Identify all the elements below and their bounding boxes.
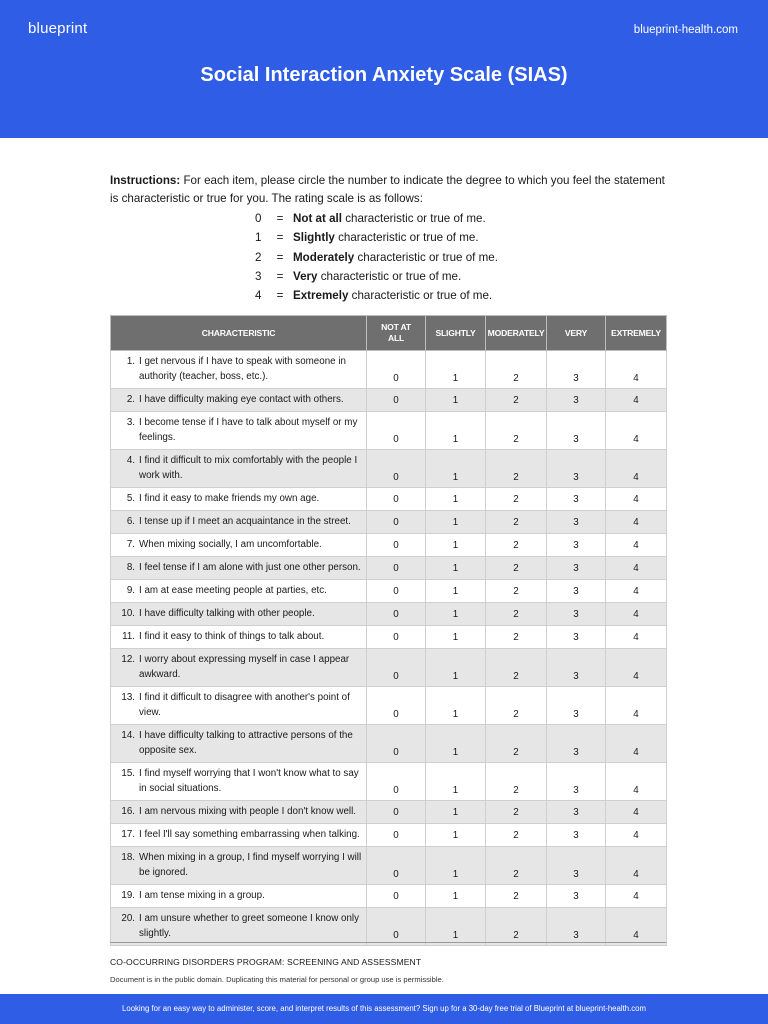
item-number: 2. [126, 394, 135, 405]
item-text: I have difficulty talking with other people. [139, 608, 315, 619]
item-number: 16. [121, 806, 135, 817]
promo-footer[interactable] [0, 994, 768, 1024]
rating-option[interactable]: 4 [606, 847, 667, 885]
rating-option[interactable]: 4 [606, 626, 667, 649]
table-row [111, 351, 667, 389]
rating-option[interactable]: 4 [606, 801, 667, 824]
rating-option[interactable]: 2 [486, 412, 547, 450]
table-row [111, 603, 667, 626]
scale-equals: = [276, 212, 284, 225]
scale-row [255, 209, 498, 228]
header-not-at-all: NOT AT ALL [367, 316, 426, 351]
rating-option[interactable]: 3 [547, 908, 606, 946]
rating-option[interactable]: 0 [367, 389, 426, 412]
rating-option[interactable]: 1 [426, 847, 486, 885]
rating-option[interactable]: 4 [606, 351, 667, 389]
rating-option[interactable]: 4 [606, 908, 667, 946]
footer-divider [110, 942, 666, 943]
rating-option[interactable]: 4 [606, 389, 667, 412]
statement-cell [111, 488, 367, 511]
item-text: I find it difficult to disagree with another's point of view. [139, 692, 350, 718]
rating-option[interactable]: 0 [367, 603, 426, 626]
rating-option[interactable]: 1 [426, 488, 486, 511]
sias-table [110, 315, 667, 946]
rating-option[interactable]: 2 [486, 488, 547, 511]
rating-option[interactable]: 2 [486, 511, 547, 534]
item-number: 11. [122, 631, 135, 642]
rating-option[interactable]: 1 [426, 389, 486, 412]
scale-number: 1 [255, 231, 262, 245]
item-text: I feel I'll say something embarrassing when talking. [139, 829, 360, 840]
item-number: 8. [126, 562, 135, 573]
scale-row [255, 248, 498, 267]
scale-level: Very [293, 269, 318, 283]
rating-option[interactable]: 4 [606, 649, 667, 687]
scale-equals: = [276, 269, 284, 283]
scale-description: characteristic or true of me. [338, 231, 479, 245]
rating-option[interactable]: 1 [426, 885, 486, 908]
rating-option[interactable]: 1 [426, 603, 486, 626]
rating-option[interactable]: 3 [547, 511, 606, 534]
scale-row [255, 228, 498, 247]
item-number: 7. [126, 539, 135, 550]
scale-level: Extremely [293, 289, 349, 303]
table-row [111, 908, 667, 946]
rating-option[interactable]: 1 [426, 351, 486, 389]
rating-option[interactable]: 0 [367, 412, 426, 450]
item-text: When mixing in a group, I find myself worrying I will be ignored. [139, 852, 362, 878]
item-text: I feel tense if I am alone with just one other person. [139, 562, 361, 573]
table-row [111, 847, 667, 885]
item-text: I find it easy to think of things to talk about. [139, 631, 325, 642]
scale-number: 2 [255, 250, 262, 264]
statement-cell [111, 801, 367, 824]
promo-text[interactable]: Looking for an easy way to administer, score, and interpret results of this assessment? Sign up for a 30-day free trial of Blueprint at blueprint-health.com [122, 1004, 646, 1013]
rating-option[interactable]: 2 [486, 801, 547, 824]
rating-option[interactable]: 3 [547, 603, 606, 626]
table-row [111, 687, 667, 725]
item-number: 9. [126, 585, 135, 596]
rating-option[interactable]: 2 [486, 763, 547, 801]
item-text: I become tense if I have to talk about myself or my feelings. [139, 417, 358, 443]
rating-option[interactable]: 3 [547, 389, 606, 412]
statement-cell [111, 847, 367, 885]
table-row [111, 488, 667, 511]
rating-option[interactable]: 2 [486, 847, 547, 885]
scale-row [255, 267, 498, 286]
statement-cell [111, 885, 367, 908]
rating-option[interactable]: 4 [606, 412, 667, 450]
rating-option[interactable]: 4 [606, 603, 667, 626]
table-row [111, 626, 667, 649]
statement-cell [111, 557, 367, 580]
table-row [111, 885, 667, 908]
rating-option[interactable]: 0 [367, 534, 426, 557]
rating-option[interactable]: 4 [606, 725, 667, 763]
header-characteristic: CHARACTERISTIC [111, 316, 367, 351]
rating-option[interactable]: 2 [486, 534, 547, 557]
header-extremely: EXTREMELY [606, 316, 667, 351]
rating-option[interactable]: 0 [367, 847, 426, 885]
item-number: 6. [126, 516, 135, 527]
scale-level: Not at all [293, 212, 342, 225]
rating-option[interactable]: 3 [547, 557, 606, 580]
statement-cell [111, 824, 367, 847]
table-row [111, 534, 667, 557]
item-text: I am tense mixing in a group. [139, 890, 265, 901]
header-very: VERY [547, 316, 606, 351]
rating-option[interactable]: 0 [367, 763, 426, 801]
item-number: 17. [121, 829, 135, 840]
item-number: 5. [126, 493, 135, 504]
rating-option[interactable]: 1 [426, 824, 486, 847]
rating-option[interactable]: 0 [367, 511, 426, 534]
statement-cell [111, 687, 367, 725]
instructions [110, 172, 670, 207]
item-text: I find it difficult to mix comfortably with the people I work with. [139, 455, 358, 481]
statement-cell [111, 389, 367, 412]
item-number: 13. [121, 692, 135, 703]
rating-option[interactable]: 2 [486, 725, 547, 763]
item-number: 20. [121, 913, 135, 924]
rating-option[interactable]: 4 [606, 763, 667, 801]
rating-option[interactable]: 1 [426, 580, 486, 603]
table-header-row [111, 316, 667, 351]
item-text: I tense up if I meet an acquaintance in the street. [139, 516, 351, 527]
scale-level: Slightly [293, 231, 335, 245]
rating-option[interactable]: 4 [606, 450, 667, 488]
header-moderately: MODERATELY [486, 316, 547, 351]
rating-option[interactable]: 3 [547, 763, 606, 801]
rating-option[interactable]: 3 [547, 626, 606, 649]
scale-equals: = [276, 289, 284, 303]
table-body [111, 351, 667, 946]
statement-cell [111, 908, 367, 946]
item-text: I find it easy to make friends my own age. [139, 493, 320, 504]
instructions-text: For each item, please circle the number to indicate the degree to which you feel the statement is characteristic or true for you. The rating scale is as follows: [110, 174, 665, 205]
rating-option[interactable]: 3 [547, 534, 606, 557]
rating-option[interactable]: 0 [367, 908, 426, 946]
scale-number: 3 [255, 269, 262, 283]
program-label: CO-OCCURRING DISORDERS PROGRAM: SCREENING AND ASSESSMENT [110, 957, 422, 967]
rating-option[interactable]: 0 [367, 801, 426, 824]
statement-cell [111, 450, 367, 488]
item-number: 10. [121, 608, 135, 619]
rating-option[interactable]: 3 [547, 725, 606, 763]
rating-option[interactable]: 2 [486, 450, 547, 488]
statement-cell [111, 649, 367, 687]
scale-row [255, 286, 498, 305]
rating-option[interactable]: 0 [367, 725, 426, 763]
rating-option[interactable]: 4 [606, 511, 667, 534]
rating-option[interactable]: 0 [367, 824, 426, 847]
item-text: I am unsure whether to greet someone I know only slightly. [139, 913, 360, 939]
rating-option[interactable]: 2 [486, 649, 547, 687]
rating-option[interactable]: 1 [426, 534, 486, 557]
page-title: Social Interaction Anxiety Scale (SIAS) [200, 64, 568, 86]
rating-option[interactable]: 3 [547, 847, 606, 885]
scale-equals: = [276, 231, 284, 245]
rating-scale [255, 209, 498, 305]
scale-number: 4 [255, 289, 262, 303]
item-number: 19. [121, 890, 135, 901]
rating-option[interactable]: 0 [367, 885, 426, 908]
statement-cell [111, 603, 367, 626]
rating-option[interactable]: 1 [426, 725, 486, 763]
table-row [111, 580, 667, 603]
table-row [111, 824, 667, 847]
blueprint-logo[interactable]: blueprint [28, 20, 88, 37]
scale-equals: = [276, 250, 284, 264]
item-number: 1. [126, 356, 135, 367]
rating-option[interactable]: 0 [367, 488, 426, 511]
rating-option[interactable]: 2 [486, 580, 547, 603]
rating-option[interactable]: 3 [547, 580, 606, 603]
table-row [111, 450, 667, 488]
item-text: I worry about expressing myself in case I appear awkward. [139, 654, 350, 680]
header-slightly: SLIGHTLY [426, 316, 486, 351]
table-row [111, 725, 667, 763]
item-text: I have difficulty making eye contact with others. [139, 394, 344, 405]
rating-option[interactable]: 1 [426, 763, 486, 801]
rating-option[interactable]: 4 [606, 534, 667, 557]
rating-option[interactable]: 1 [426, 649, 486, 687]
rating-option[interactable]: 3 [547, 412, 606, 450]
rating-option[interactable]: 1 [426, 908, 486, 946]
item-text: I get nervous if I have to speak with someone in authority (teacher, boss, etc.). [139, 356, 346, 382]
rating-option[interactable]: 0 [367, 351, 426, 389]
rating-option[interactable]: 0 [367, 687, 426, 725]
rating-option[interactable]: 4 [606, 687, 667, 725]
rating-option[interactable]: 3 [547, 824, 606, 847]
statement-cell [111, 511, 367, 534]
page-header [0, 0, 768, 138]
rating-option[interactable]: 3 [547, 885, 606, 908]
table-row [111, 801, 667, 824]
rating-option[interactable]: 4 [606, 580, 667, 603]
statement-cell [111, 580, 367, 603]
item-number: 12. [121, 654, 135, 665]
item-number: 4. [126, 455, 135, 466]
scale-description: characteristic or true of me. [351, 289, 493, 303]
item-text: I have difficulty talking to attractive persons of the opposite sex. [139, 730, 353, 756]
rating-option[interactable]: 2 [486, 885, 547, 908]
rating-option[interactable]: 4 [606, 488, 667, 511]
rating-option[interactable]: 4 [606, 557, 667, 580]
rating-option[interactable]: 3 [547, 801, 606, 824]
table-row [111, 557, 667, 580]
table-row [111, 511, 667, 534]
rating-option[interactable]: 3 [547, 649, 606, 687]
statement-cell [111, 412, 367, 450]
rating-option[interactable]: 1 [426, 557, 486, 580]
table-row [111, 649, 667, 687]
rating-option[interactable]: 3 [547, 450, 606, 488]
rating-option[interactable]: 2 [486, 603, 547, 626]
item-number: 3. [126, 417, 135, 428]
statement-cell [111, 725, 367, 763]
statement-cell [111, 763, 367, 801]
table-row [111, 763, 667, 801]
rating-option[interactable]: 3 [547, 687, 606, 725]
statement-cell [111, 351, 367, 389]
site-link[interactable]: blueprint-health.com [633, 24, 738, 36]
rating-option[interactable]: 3 [547, 488, 606, 511]
rating-option[interactable]: 2 [486, 626, 547, 649]
instructions-label: Instructions: [110, 174, 181, 187]
rating-option[interactable]: 1 [426, 687, 486, 725]
rating-option[interactable]: 4 [606, 885, 667, 908]
item-number: 15. [121, 768, 135, 779]
rating-option[interactable]: 1 [426, 626, 486, 649]
rating-option[interactable]: 2 [486, 824, 547, 847]
rating-option[interactable]: 2 [486, 908, 547, 946]
statement-cell [111, 534, 367, 557]
item-text: When mixing socially, I am uncomfortable. [139, 539, 322, 550]
item-text: I am at ease meeting people at parties, etc. [139, 585, 327, 596]
rating-option[interactable]: 2 [486, 389, 547, 412]
rating-option[interactable]: 2 [486, 557, 547, 580]
rating-option[interactable]: 2 [486, 351, 547, 389]
rating-option[interactable]: 0 [367, 450, 426, 488]
statement-cell [111, 626, 367, 649]
rating-option[interactable]: 4 [606, 824, 667, 847]
table-row [111, 389, 667, 412]
item-number: 14. [121, 730, 135, 741]
scale-level: Moderately [293, 250, 355, 264]
rating-option[interactable]: 1 [426, 450, 486, 488]
disclaimer: Document is in the public domain. Duplicating this material for personal or group use is permissible. [110, 975, 444, 984]
rating-option[interactable]: 1 [426, 412, 486, 450]
table-row [111, 412, 667, 450]
rating-option[interactable]: 0 [367, 649, 426, 687]
rating-option[interactable]: 0 [367, 626, 426, 649]
rating-option[interactable]: 2 [486, 687, 547, 725]
scale-description: characteristic or true of me. [357, 250, 498, 264]
rating-option[interactable]: 3 [547, 351, 606, 389]
item-text: I am nervous mixing with people I don't know well. [139, 806, 356, 817]
item-number: 18. [121, 852, 135, 863]
scale-description: characteristic or true of me. [320, 269, 462, 283]
scale-number: 0 [255, 212, 262, 225]
item-text: I find myself worrying that I won't know what to say in social situations. [139, 768, 359, 794]
rating-option[interactable]: 0 [367, 580, 426, 603]
scale-description: characteristic or true of me. [345, 212, 486, 225]
rating-option[interactable]: 1 [426, 511, 486, 534]
rating-option[interactable]: 1 [426, 801, 486, 824]
rating-option[interactable]: 0 [367, 557, 426, 580]
